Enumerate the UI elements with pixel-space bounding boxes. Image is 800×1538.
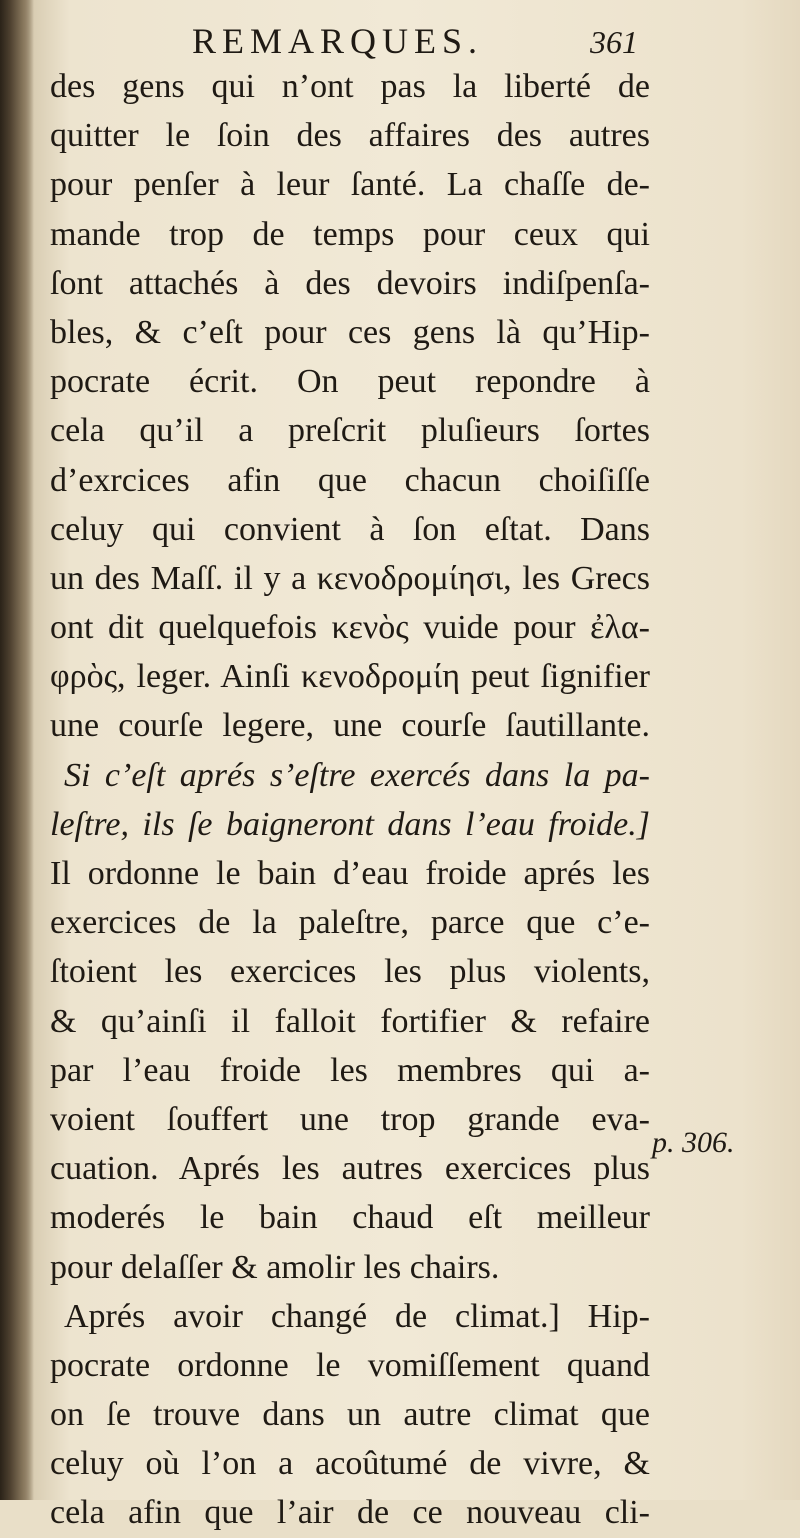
text-line: cela qu’il a preſcrit pluſieurs ſortes: [50, 412, 650, 450]
text-line: φρὸς, leger. Ainſi κενοδρομίη peut ſignifier: [50, 658, 650, 696]
text-line: cuation. Aprés les autres exercices plus: [50, 1150, 650, 1188]
running-title: REMARQUES.: [192, 21, 484, 61]
text-line: exercices de la paleſtre, parce que c’e-: [50, 904, 650, 942]
body-text: [50, 62, 650, 1538]
lemma-line: Aprés avoir changé de climat.] Hip-: [64, 1297, 650, 1335]
text-line: celuy qui convient à ſon eſtat. Dans: [50, 510, 650, 548]
text-line: ont dit quelquefois κενὸς vuide pour ἐλα-: [50, 609, 650, 647]
page-number: 361: [590, 24, 638, 60]
text-line: on ſe trouve dans un autre climat que: [50, 1396, 650, 1434]
text-line: voient ſouffert une trop grande eva-: [50, 1100, 650, 1138]
text-line: des gens qui n’ont pas la liberté de: [50, 68, 650, 105]
text-line: une courſe legere, une courſe ſautillante.: [50, 707, 650, 745]
text-line: ſtoient les exercices les plus violents,: [50, 953, 650, 991]
text-line: pour penſer à leur ſanté. La chaſſe de-: [50, 166, 650, 204]
text-line: celuy où l’on a acoûtumé de vivre, &: [50, 1445, 650, 1483]
text-line: bles, & c’eſt pour ces gens là qu’Hip-: [50, 313, 650, 351]
margin-note: p. 306.: [652, 1126, 735, 1159]
text-line: un des Maſſ. il y a κενοδρομίησι, les Grecs: [50, 559, 650, 597]
lemma-line: Si c’eſt aprés s’eſtre exercés dans la pa-: [64, 756, 650, 794]
text-line: par l’eau froide les membres qui a-: [50, 1051, 650, 1089]
page-header: [50, 18, 650, 66]
text-line: cela afin que l’air de ce nouveau cli-: [50, 1494, 650, 1532]
text-line: & qu’ainſi il falloit fortifier & refaire: [50, 1002, 650, 1040]
text-line: d’exrcices afin que chacun choiſiſſe: [50, 461, 650, 499]
lemma-line: leſtre, ils ſe baigneront dans l’eau froide.]: [50, 805, 650, 843]
text-line: pour delaſſer & amolir les chairs.: [50, 1248, 500, 1286]
text-line: pocrate écrit. On peut repondre à: [50, 363, 650, 401]
text-line: Il ordonne le bain d’eau froide aprés les: [50, 855, 650, 892]
text-line: pocrate ordonne le vomiſſement quand: [50, 1346, 650, 1384]
binding-gutter: [0, 0, 34, 1500]
text-line: quitter le ſoin des affaires des autres: [50, 117, 650, 155]
text-line: mande trop de temps pour ceux qui: [50, 215, 650, 253]
text-line: moderés le bain chaud eſt meilleur: [50, 1199, 650, 1237]
text-line: ſont attachés à des devoirs indiſpenſa-: [50, 264, 650, 302]
